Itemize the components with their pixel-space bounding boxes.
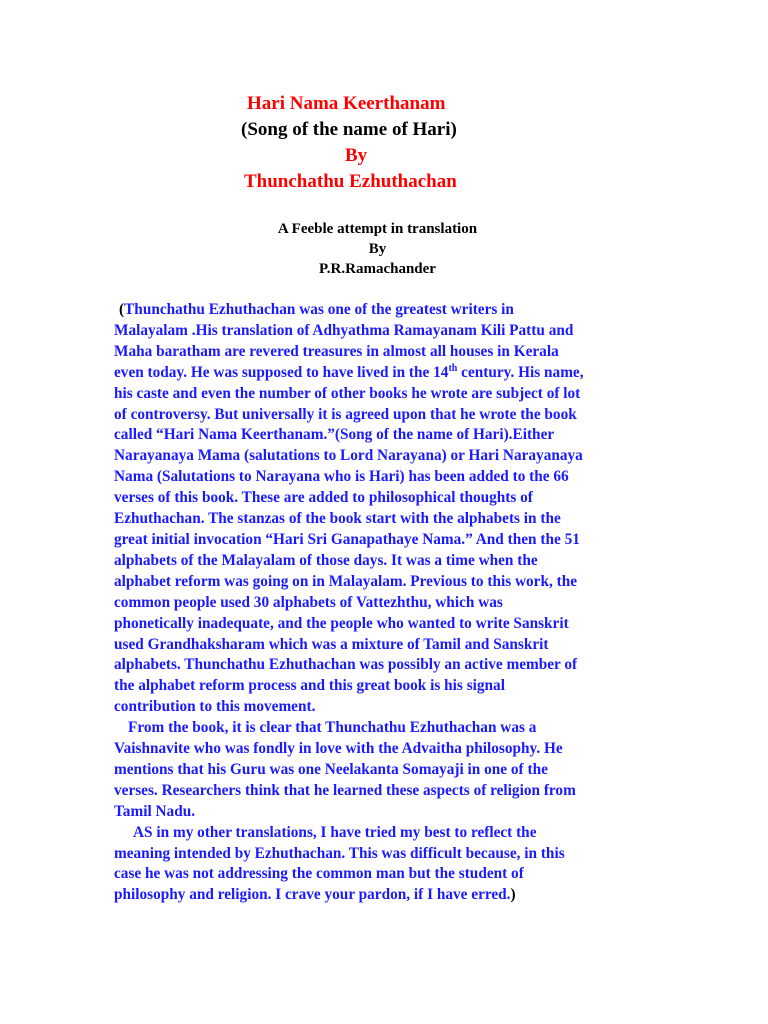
text-line: Tamil Nadu. (114, 802, 196, 820)
text-line: verses of this book. These are added to philosophical thoughts of (114, 489, 533, 507)
paragraph-2-start: From the book, it is clear that Thunchathu Ezhuthachan was a (128, 719, 537, 737)
translation-note: A Feeble attempt in translation (277, 221, 478, 237)
text-line: Ezhuthachan. The stanzas of the book start with the alphabets in the (114, 510, 561, 528)
text-line: Nama (Salutations to Narayana who is Hari) has been added to the 66 (114, 468, 569, 486)
document-subtitle: (Song of the name of Hari) (241, 119, 457, 140)
text-fragment: philosophy and religion. I crave your pardon, if I have erred. (114, 886, 511, 904)
text-line: the alphabet reform process and this great book is his signal (114, 677, 505, 695)
text-line: alphabet reform was going on in Malayalam. Previous to this work, the (114, 572, 578, 590)
text-line: Narayanaya Mama (salutations to Lord Narayana) or Hari Narayanaya (114, 447, 583, 465)
text-line: phonetically inadequate, and the people who wanted to write Sanskrit (114, 614, 569, 632)
text-line: used Grandhaksharam which was a mixture of Tamil and Sanskrit (114, 635, 549, 653)
intro-body (114, 300, 674, 906)
text-line: Vaishnavite who was fondly in love with the Advaitha philosophy. He (114, 740, 563, 758)
text-line: his caste and even the number of other books he wrote are subject of lot (114, 384, 581, 402)
open-paren: ( (119, 301, 125, 318)
text-line: of controversy. But universally it is agreed upon that he wrote the book (114, 405, 577, 423)
close-paren: ) (510, 886, 516, 904)
text-line: verses. Researchers think that he learned these aspects of religion from (114, 781, 576, 799)
text-line: great initial invocation “Hari Sri Ganapathaye Nama.” And then the 51 (114, 530, 580, 548)
text-line: contribution to this movement. (114, 698, 316, 716)
text-line: Thunchathu Ezhuthachan was one of the greatest writers in (124, 301, 514, 318)
text-fragment: century. His name, (457, 363, 584, 381)
author-name: Thunchathu Ezhuthachan (244, 171, 457, 192)
text-fragment: even today. He was supposed to have lived in the 14 (114, 363, 449, 381)
paragraph-3-start: AS in my other translations, I have tried my best to reflect the (133, 823, 537, 841)
text-line: common people used 30 alphabets of Vattezhthu, which was (114, 593, 503, 611)
text-line: Malayalam .His translation of Adhyathma Ramayanam Kili Pattu and (114, 321, 574, 339)
text-line (114, 363, 674, 384)
intro-paragraph (114, 300, 674, 321)
text-line (114, 885, 674, 906)
text-line: alphabets. Thunchathu Ezhuthachan was possibly an active member of (114, 656, 578, 674)
text-line: Maha baratham are revered treasures in almost all houses in Kerala (114, 342, 559, 360)
translator-name: P.R.Ramachander (319, 261, 436, 277)
text-line: case he was not addressing the common man but the student of (114, 865, 524, 883)
translation-by-label: By (368, 241, 387, 257)
text-line: alphabets of the Malayalam of those days. It was a time when the (114, 551, 538, 569)
text-line: meaning intended by Ezhuthachan. This was difficult because, in this (114, 844, 565, 862)
text-line: called “Hari Nama Keerthanam.”(Song of the name of Hari).Either (114, 426, 555, 444)
superscript: th (448, 362, 458, 374)
text-line: mentions that his Guru was one Neelakanta Somayaji in one of the (114, 760, 548, 778)
by-label: By (345, 145, 368, 166)
document-title: Hari Nama Keerthanam (247, 93, 446, 114)
